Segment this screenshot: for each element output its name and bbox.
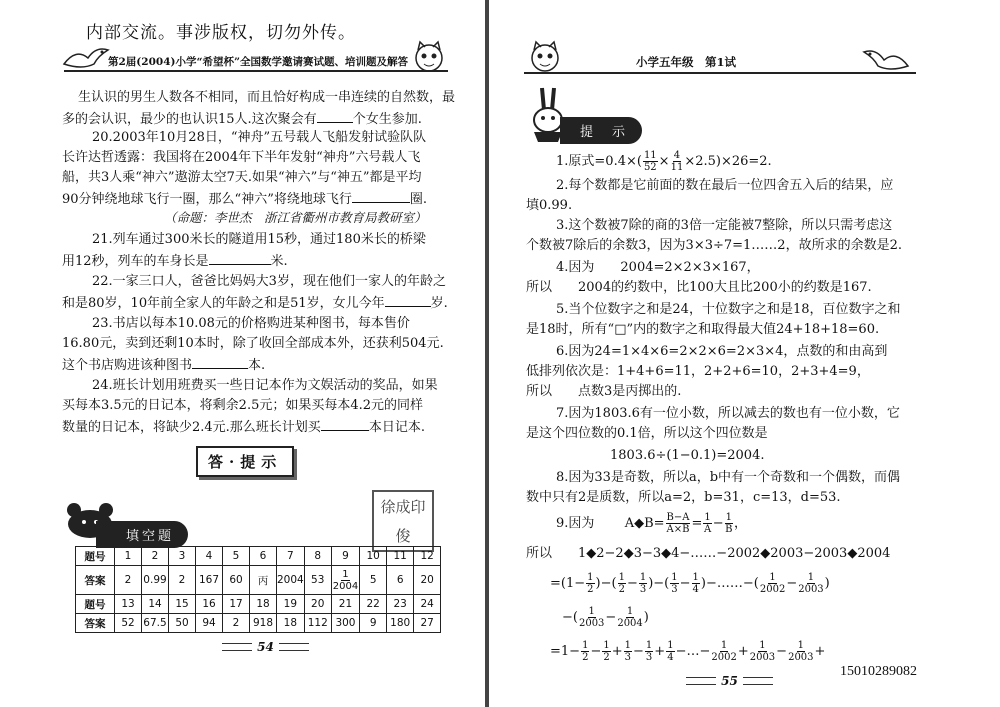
- cat-face-icon: [412, 40, 446, 74]
- table-cell: 9: [331, 547, 359, 566]
- running-header: 第2届(2004)小学“希望杯”全国数学邀请赛试题、培训题及解答: [108, 56, 409, 68]
- text-line: 用12秒，列车的车身长是 米.: [62, 250, 288, 272]
- table-cell: 5: [360, 566, 387, 595]
- table-cell: 167: [196, 566, 223, 595]
- table-cell: 20: [304, 595, 331, 614]
- table-row: [76, 566, 441, 595]
- table-cell: 23: [387, 595, 414, 614]
- table-cell: 9: [360, 614, 387, 633]
- table-cell: 14: [142, 595, 169, 614]
- page-number-footer: [222, 636, 309, 655]
- table-cell-fraction: $\frac{1}{2004}$: [331, 566, 359, 595]
- equation-line: 1803.6÷(1−0.1)=2004.: [610, 448, 765, 463]
- table-row: [76, 614, 441, 633]
- table-cell: 53: [304, 566, 331, 595]
- table-cell: 2: [223, 614, 250, 633]
- table-cell: 2: [115, 566, 142, 595]
- text-line: 所以 2004的约数中，比100大且比200小的约数是167.: [526, 280, 872, 295]
- hint-8: 8.因为33是奇数，所以a，b中有一个奇数和一个偶数，而偶: [556, 470, 901, 485]
- table-cell: 60: [223, 566, 250, 595]
- table-cell: 8: [304, 547, 331, 566]
- table-cell: 3: [169, 547, 196, 566]
- table-row: [76, 595, 441, 614]
- section-tag: 填空题: [96, 521, 188, 548]
- author-credit: （命题：李世杰 浙江省衢州市教育局教研室）: [164, 210, 427, 225]
- text-line: 这个书店购进该种图书 本.: [62, 354, 265, 376]
- text-line: 所以 点数3是丙掷出的.: [526, 384, 682, 399]
- table-cell: 2004: [277, 566, 305, 595]
- table-cell: 7: [277, 547, 305, 566]
- table-cell: 4: [196, 547, 223, 566]
- table-cell: 19: [277, 595, 305, 614]
- table-header-cell: 答案: [76, 566, 115, 595]
- header-rule: [524, 72, 916, 74]
- right-page: [490, 0, 1000, 707]
- text-line: 数量的日记本，将缺少2.4元.那么班长计划买 本日记本.: [62, 416, 425, 438]
- seal-stamp: 徐 成 印 俊: [372, 490, 434, 552]
- question-23: 23.书店以每本10.08元的价格购进某种图书，每本售价: [92, 316, 410, 331]
- table-cell: 27: [414, 614, 441, 633]
- table-cell: 15: [169, 595, 196, 614]
- table-cell: 52: [115, 614, 142, 633]
- table-header-cell: 题号: [76, 547, 115, 566]
- hint-6: 6.因为24=1×4×6=2×2×6=2×3×4，点数的和由高到: [556, 344, 888, 359]
- table-cell: 18: [250, 595, 277, 614]
- equation-line: 1◆2−2◆3−3◆4−……−2002◆2003−2003◆2004: [578, 546, 891, 561]
- table-cell: 10: [360, 547, 387, 566]
- table-cell: 6: [250, 547, 277, 566]
- text-line: 长许达哲透露：我国将在2004年下半年发射“神舟”六号载人飞: [62, 150, 421, 165]
- table-cell: 丙: [250, 566, 277, 595]
- hint-tag: 提 示: [560, 117, 642, 144]
- answers-title: 答·提示: [196, 446, 294, 477]
- question-20: 20.2003年10月28日，“神舟”五号载人飞船发射试验队队: [92, 130, 427, 145]
- text-line: 个数被7除后的余数3，因为3×3÷7=1……2，故所求的余数是2.: [526, 238, 902, 253]
- table-cell: 16: [196, 595, 223, 614]
- question-24: 24.班长计划用班费买一些日记本作为文娱活动的奖品，如果: [92, 378, 438, 393]
- table-cell: 300: [331, 614, 359, 633]
- table-row: [76, 547, 441, 566]
- table-cell: 18: [277, 614, 305, 633]
- table-cell: 50: [169, 614, 196, 633]
- text-line: 是18时，所有“□”内的数字之和取得最大值24+18+18=60.: [526, 322, 880, 337]
- page-number-footer: [686, 670, 773, 689]
- table-cell: 6: [387, 566, 414, 595]
- table-cell: 20: [414, 566, 441, 595]
- hint-1: 1.原式=0.4×( $\frac{11}{52}$ × $\frac{4}{11}$ ×2.5)×26=2.: [556, 150, 772, 173]
- phone-number: 15010289082: [840, 664, 917, 679]
- text-line: 船，共3人乘“神六”遨游太空7天.如果“神六”与“神五”都是平均: [62, 170, 422, 185]
- page-number: 55: [721, 674, 738, 688]
- equation-line: =(1− $\frac{1}{2}$ )−( $\frac{1}{2}$ − $\frac{1}{3}$ )−( $\frac{1}{3}$ − $\frac{1}{4}$ )−……−( $\frac{1}{2002}$ − $\frac{1}{2003}$ ): [550, 572, 830, 595]
- page-gutter: [485, 0, 489, 707]
- table-cell: 17: [223, 595, 250, 614]
- hint-2: 2.每个数都是它前面的数在最后一位四舍五入后的结果，应: [556, 178, 894, 193]
- footer-ornament: [743, 677, 773, 685]
- table-cell: 0.99: [142, 566, 169, 595]
- table-cell: 11: [387, 547, 414, 566]
- text-line: 16.80元，卖到还剩10本时，除了收回全部成本外，还获利504元.: [62, 336, 444, 351]
- answer-table: [75, 546, 441, 633]
- cat-face-icon: [528, 40, 562, 74]
- table-cell: 2: [142, 547, 169, 566]
- table-cell: 918: [250, 614, 277, 633]
- table-cell: 12: [414, 547, 441, 566]
- table-cell: 21: [331, 595, 359, 614]
- text-line: 填0.99.: [526, 198, 573, 213]
- table-cell: 2: [169, 566, 196, 595]
- hint-4: 4.因为 2004=2×2×3×167，: [556, 260, 760, 275]
- text-line: 和是80岁，10年前全家人的年龄之和是51岁，女儿今年 岁.: [62, 292, 448, 314]
- table-cell: 67.5: [142, 614, 169, 633]
- table-cell: 180: [387, 614, 414, 633]
- copyright-notice: 内部交流。事涉版权，切勿外传。: [86, 23, 356, 43]
- hint-9: 9.因为 A◆B= $\frac{B-A}{A\times B}$ = $\frac{1}{A}$ − $\frac{1}{B}$ ，: [556, 512, 748, 535]
- table-cell: 22: [360, 595, 387, 614]
- question-22: 22.一家三口人，爸爸比妈妈大3岁，现在他们一家人的年龄之: [92, 274, 446, 289]
- equation-line: −( $\frac{1}{2003}$ − $\frac{1}{2004}$ ): [562, 606, 649, 629]
- table-cell: 24: [414, 595, 441, 614]
- page-number: 54: [257, 640, 274, 654]
- text-line: 多的会认识，最少的也认识15人.这次聚会有 个女生参加.: [62, 108, 422, 130]
- text-line: 生认识的男生人数各不相同，而且恰好构成一串连续的自然数，最: [78, 90, 456, 105]
- footer-ornament: [222, 643, 252, 651]
- table-header-cell: 答案: [76, 614, 115, 633]
- table-cell: 94: [196, 614, 223, 633]
- header-rule: [64, 70, 448, 72]
- text-line: 低排列依次是：1+4+6=11，2+2+6=10，2+3+4=9，: [526, 364, 870, 379]
- hint-7: 7.因为1803.6有一位小数，所以减去的数也有一位小数，它: [556, 406, 900, 421]
- text-line: 是这个四位数的0.1倍，所以这个四位数是: [526, 426, 768, 441]
- table-cell: 112: [304, 614, 331, 633]
- hint-5: 5.当个位数字之和是24，十位数字之和是18，百位数字之和: [556, 302, 901, 317]
- table-cell: 5: [223, 547, 250, 566]
- running-header: 小学五年级 第1试: [636, 55, 737, 69]
- question-21: 21.列车通过300米长的隧道用15秒，通过180米长的桥梁: [92, 232, 426, 247]
- left-page: [0, 0, 485, 707]
- text-line: 所以: [526, 546, 553, 561]
- equation-line: =1− $\frac{1}{2}$ − $\frac{1}{2}$ + $\frac{1}{3}$ − $\frac{1}{3}$ + $\frac{1}{4}$ −…− $\frac{1}{2002}$ + $\frac{1}{2003}$ − $\frac{1}{2003}$ +: [550, 640, 826, 663]
- text-line: 买每本3.5元的日记本，将剩余2.5元；如果买每本4.2元的同样: [62, 398, 424, 413]
- table-cell: 13: [115, 595, 142, 614]
- footer-ornament: [279, 643, 309, 651]
- table-header-cell: 题号: [76, 595, 115, 614]
- table-cell: 1: [115, 547, 142, 566]
- footer-ornament: [686, 677, 716, 685]
- text-line: 90分钟绕地球飞行一圈，那么“神六”将绕地球飞行 圈.: [62, 188, 427, 210]
- text-line: 数中只有2是质数，所以a=2，b=31，c=13，d=53.: [526, 490, 841, 505]
- hint-3: 3.这个数被7除的商的3倍一定能被7整除，所以只需考虑这: [556, 218, 893, 233]
